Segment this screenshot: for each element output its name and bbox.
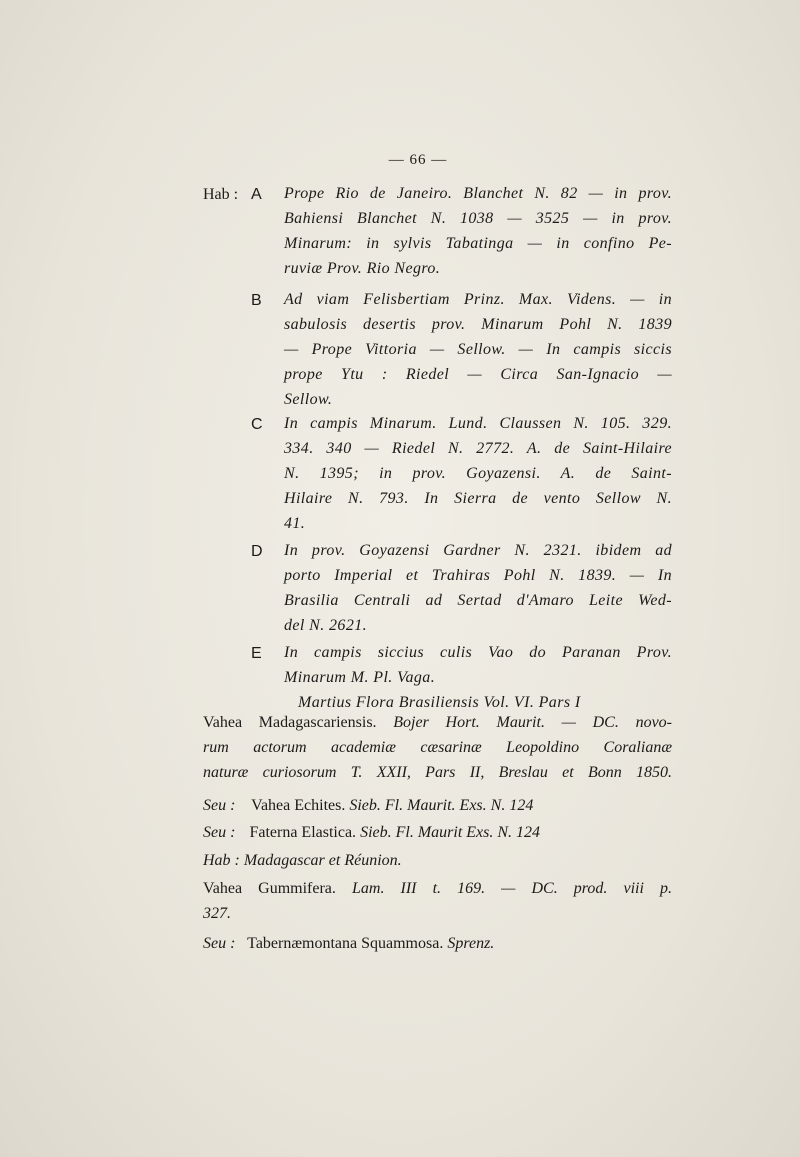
synonym-line-3 — [203, 931, 494, 956]
synonym-reference: Sieb. Fl. Maurit. Exs. N. 124 — [349, 797, 534, 814]
entry-d-line: Brasilia Centrali ad Sertad d'Amaro Leite Wed- — [284, 592, 672, 609]
entry-a-line: Bahiensi Blanchet N. 1038 — 3525 — in prov. — [284, 210, 672, 227]
entry-d-line: del N. 2621. — [284, 617, 368, 634]
synonym-line-1 — [203, 793, 533, 818]
entry-e-line: In campis siccius culis Vao do Paranan Prov. — [284, 644, 672, 661]
entry-a-line: Minarum: in sylvis Tabatinga — in confino Pe- — [284, 235, 672, 252]
synonym-reference: Sieb. Fl. Maurit Exs. N. 124 — [360, 824, 541, 841]
entry-c-line: N. 1395; in prov. Goyazensi. A. de Saint- — [284, 465, 672, 482]
entry-a-line: Prope Rio de Janeiro. Blanchet N. 82 — in prov. — [284, 185, 672, 202]
vahea-madagascariensis-paragraph — [203, 710, 672, 785]
entry-b-line: Sellow. — [284, 391, 333, 408]
habitat-madagascar: Hab : Madagascar et Réunion. — [203, 852, 402, 869]
entry-d-line: porto Imperial et Trahiras Pohl N. 1839. — In — [284, 567, 672, 584]
entry-b-line: — Prope Vittoria — Sellow. — In campis siccis — [284, 341, 672, 358]
entry-letter-b: B — [251, 292, 262, 309]
entry-d-line: In prov. Goyazensi Gardner N. 2321. ibidem ad — [284, 542, 672, 559]
entry-letter-e: E — [251, 645, 262, 662]
entry-c — [284, 411, 672, 536]
entry-b-line: Ad viam Felisbertiam Prinz. Max. Videns. — in — [284, 291, 672, 308]
synonym-label: Seu : — [203, 935, 236, 952]
entry-a — [284, 181, 672, 281]
paragraph-line: rum actorum academiæ cæsarinæ Leopoldino Coralianæ — [203, 739, 672, 756]
entry-b — [284, 287, 672, 412]
entry-letter-a: A — [251, 186, 262, 203]
entry-c-line: 334. 340 — Riedel N. 2772. A. de Saint-Hilaire — [284, 440, 672, 457]
entry-d — [284, 538, 672, 638]
species-name: Vahea Gummifera. — [203, 880, 336, 897]
entry-e-line: Minarum M. Pl. Vaga. — [284, 669, 436, 686]
entry-a-line: ruviæ Prov. Rio Negro. — [284, 260, 441, 277]
page-number: — 66 — — [388, 152, 448, 168]
synonym-name: Faterna Elastica. — [249, 824, 357, 841]
synonym-name: Vahea Echites. — [251, 797, 346, 814]
entry-e — [284, 640, 672, 715]
paragraph-line: 327. — [203, 905, 231, 922]
entry-e-line: Martius Flora Brasiliensis Vol. VI. Pars I — [298, 694, 581, 711]
species-reference: Lam. III t. 169. — DC. prod. viii p. — [352, 880, 673, 897]
synonym-name: Tabernæmontana Squammosa. — [247, 935, 444, 952]
entry-letter-c: C — [251, 416, 263, 433]
paragraph-line: naturæ curiosorum T. XXII, Pars II, Breslau et Bonn 1850. — [203, 764, 672, 781]
entry-b-line: sabulosis desertis prov. Minarum Pohl N. 1839 — [284, 316, 672, 333]
entry-c-line: In campis Minarum. Lund. Claussen N. 105. 329. — [284, 415, 672, 432]
entry-letter-d: D — [251, 543, 263, 560]
habitat-label: Hab : — [203, 186, 239, 203]
entry-c-line: Hilaire N. 793. In Sierra de vento Sellow N. — [284, 490, 672, 507]
vahea-gummifera-paragraph — [203, 876, 672, 926]
species-reference: Bojer Hort. Maurit. — DC. novo- — [393, 714, 672, 731]
synonym-label: Seu : — [203, 824, 236, 841]
entry-c-line: 41. — [284, 515, 306, 532]
entry-b-line: prope Ytu : Riedel — Circa San-Ignacio — — [284, 366, 672, 383]
synonym-line-2 — [203, 820, 540, 845]
synonym-label: Seu : — [203, 797, 236, 814]
synonym-reference: Sprenz. — [447, 935, 495, 952]
species-name: Vahea Madagascariensis. — [203, 714, 377, 731]
paragraph-line — [203, 876, 672, 901]
paragraph-line — [203, 710, 672, 735]
